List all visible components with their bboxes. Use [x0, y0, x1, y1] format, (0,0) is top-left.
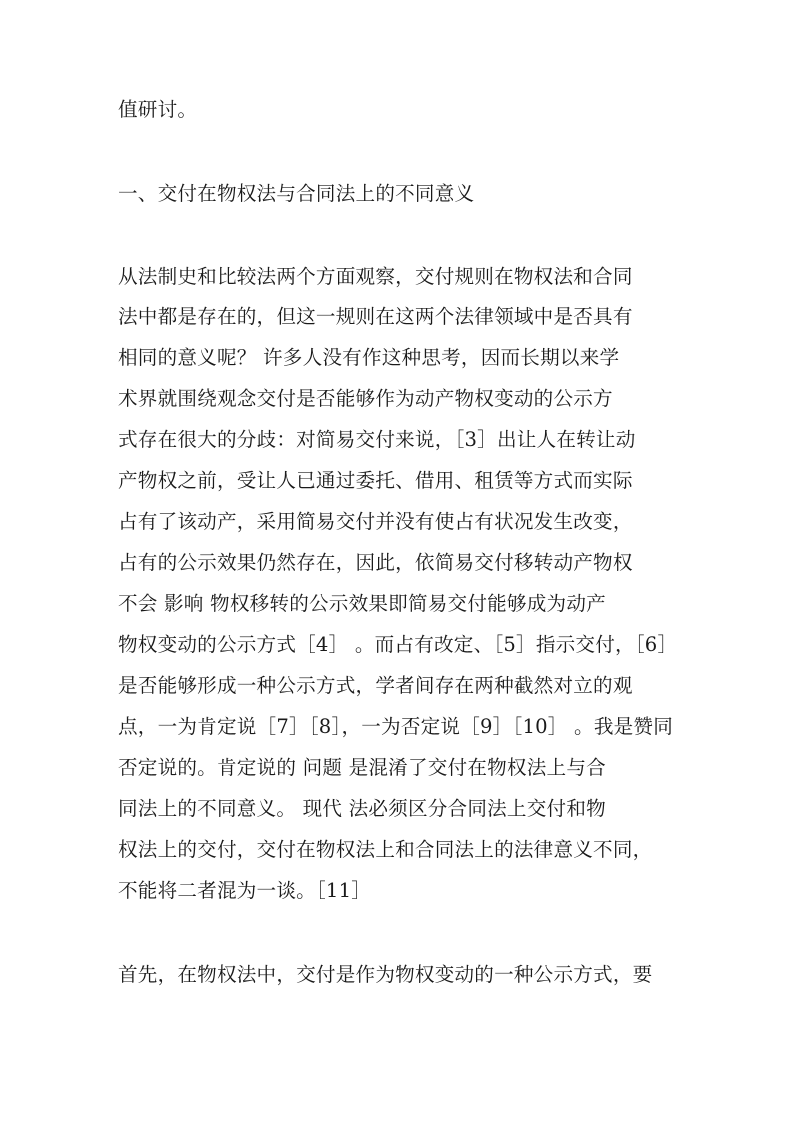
- paragraph-line: 法中都是存在的，但这一规则在这两个法律领域中是否具有: [118, 305, 633, 328]
- paragraph-line: 占有了该动产，采用简易交付并没有使占有状况发生改变，: [118, 510, 633, 533]
- paragraph-line: 从法制史和比较法两个方面观察，交付规则在物权法和合同: [118, 265, 633, 288]
- paragraph-line: 权法上的交付，交付在物权法上和合同法上的法律意义不同，: [118, 838, 653, 861]
- paragraph-line: 不能将二者混为一谈。［11］: [118, 879, 372, 902]
- paragraph-line: 占有的公示效果仍然存在，因此，依简易交付移转动产物权: [118, 551, 633, 574]
- paragraph-line: 物权变动的公示方式［4］ 。而占有改定、［5］指示交付，［6］: [118, 633, 678, 656]
- paragraph-line: 否定说的。肯定说的 问题 是混淆了交付在物权法上与合: [118, 756, 606, 779]
- paragraph-2-first-line: 首先，在物权法中，交付是作为物权变动的一种公示方式，要: [118, 963, 653, 986]
- paragraph-line: 不会 影响 物权移转的公示效果即简易交付能够成为动产: [118, 592, 606, 615]
- continuation-text: 值研讨。: [118, 98, 198, 121]
- paragraph-line: 术界就围绕观念交付是否能够作为动产物权变动的公示方: [118, 387, 613, 410]
- section-heading: 一、交付在物权法与合同法上的不同意义: [118, 182, 475, 205]
- paragraph-line: 点，一为肯定说［7］［8］，一为否定说［9］［10］ 。我是赞同: [118, 715, 673, 738]
- paragraph-line: 产物权之前，受让人已通过委托、借用、租赁等方式而实际: [118, 469, 633, 492]
- paragraph-line: 相同的意义呢？ 许多人没有作这种思考，因而长期以来学: [118, 346, 620, 369]
- paragraph-line: 是否能够形成一种公示方式，学者间存在两种截然对立的观: [118, 674, 633, 697]
- paragraph-line: 同法上的不同意义。 现代 法必须区分合同法上交付和物: [118, 797, 606, 820]
- paragraph-line: 式存在很大的分歧：对简易交付来说，［3］出让人在转让动: [118, 428, 636, 451]
